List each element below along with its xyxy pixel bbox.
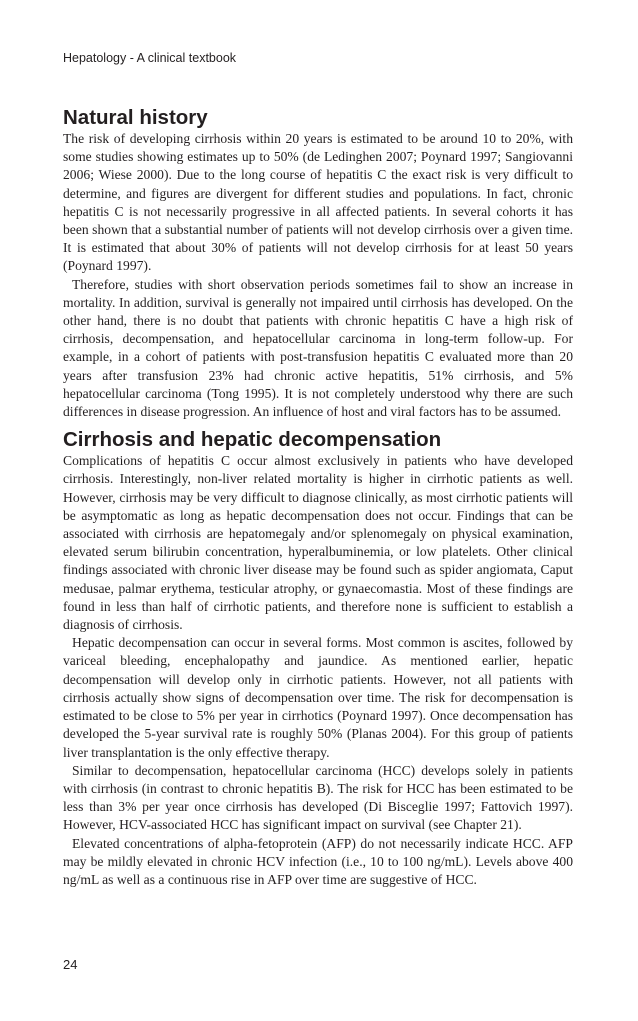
running-head: Hepatology - A clinical textbook bbox=[63, 51, 237, 65]
section-body-cirrhosis bbox=[63, 452, 573, 889]
paragraph: Elevated concentrations of alpha-fetoprotein (AFP) do not necessarily indicate HCC. AFP may be mildly elevated in chronic HCV infection (i.e., 10 to 100 ng/mL). Levels above 400 ng/mL as well as a continuous rise in AFP over time are suggestive of HCC. bbox=[63, 835, 573, 887]
paragraph: The risk of developing cirrhosis within 20 years is estimated to be around 10 to 20%, with some studies showing estimates up to 50% (de Ledinghen 2007; Poynard 1997; Sangiovanni 2006; Wiese 2000). Due to the long course of hepatitis C the exact risk is very difficult to determine, and figures are divergent for different studies and populations. In fact, chronic hepatitis C is not necessarily progressive in all affected patients. In several cohorts it has been shown that a substantial number of patients will not develop cirrhosis over a given time. It is estimated that about 30% of patients will not develop cirrhosis for at least 50 years (Poynard 1997). bbox=[63, 131, 573, 274]
page-number: 24 bbox=[63, 957, 78, 972]
paragraph: Similar to decompensation, hepatocellular carcinoma (HCC) develops solely in patients with cirrhosis (in contrast to chronic hepatitis B). The risk for HCC has been estimated to be less than 3% per year once cirrhosis has developed (Di Bisceglie 1997; Fattovich 1997). However, HCV-associated HCC has significant impact on survival (see Chapter 21). bbox=[63, 762, 573, 833]
section-heading-cirrhosis: Cirrhosis and hepatic decompensation bbox=[63, 428, 442, 452]
paragraph: Hepatic decompensation can occur in several forms. Most common is ascites, followed by variceal bleeding, encephalopathy and jaundice. As mentioned earlier, hepatic decompensation will develop only in cirrhotic patients. However, not all patients with cirrhosis actually show signs of decompensation over time. The risk for decompensation is estimated to be close to 5% per year in cirrhotics (Poynard 1997). Once decompensation has developed the 5-year survival rate is roughly 50% (Planas 2004). For this group of patients liver transplantation is the only effective therapy. bbox=[63, 635, 573, 760]
page-content bbox=[63, 106, 573, 889]
section-body-natural-history bbox=[63, 130, 573, 421]
paragraph: Complications of hepatitis C occur almost exclusively in patients who have developed cirrhosis. Interestingly, non-liver related mortality is higher in cirrhotic patients as well. However, cirrhosis may be very difficult to diagnose clinically, as most cirrhotic patients will be asymptomatic as long as hepatic decompensation does not occur. Findings that can be associated with cirrhosis are hepatomegaly and/or splenomegaly on physical examination, elevated serum bilirubin concentration, hyperalbuminemia, or low platelets. Other clinical findings associated with chronic liver disease may be found such as spider angiomata, Caput medusae, palmar erythema, testicular atrophy, or gynaecomastia. Most of these findings are found in less than half of cirrhotic patients, and therefore none is sufficient to establish a diagnosis of cirrhosis. bbox=[63, 453, 573, 633]
paragraph: Therefore, studies with short observation periods sometimes fail to show an increase in mortality. In addition, survival is generally not impaired until cirrhosis has developed. On the other hand, there is no doubt that patients with chronic hepatitis C have a high risk of cirrhosis, decompensation, and hepatocellular carcinoma in long-term follow-up. For example, in a cohort of patients with post-transfusion hepatitis C evaluated more than 20 years after transfusion 23% had chronic active hepatitis, 51% cirrhosis, and 5% hepatocellular carcinoma (Tong 1995). It is not completely understood why there are such differences in disease progression. An influence of host and viral factors has to be assumed. bbox=[63, 276, 573, 420]
section-heading-natural-history: Natural history bbox=[63, 106, 208, 129]
